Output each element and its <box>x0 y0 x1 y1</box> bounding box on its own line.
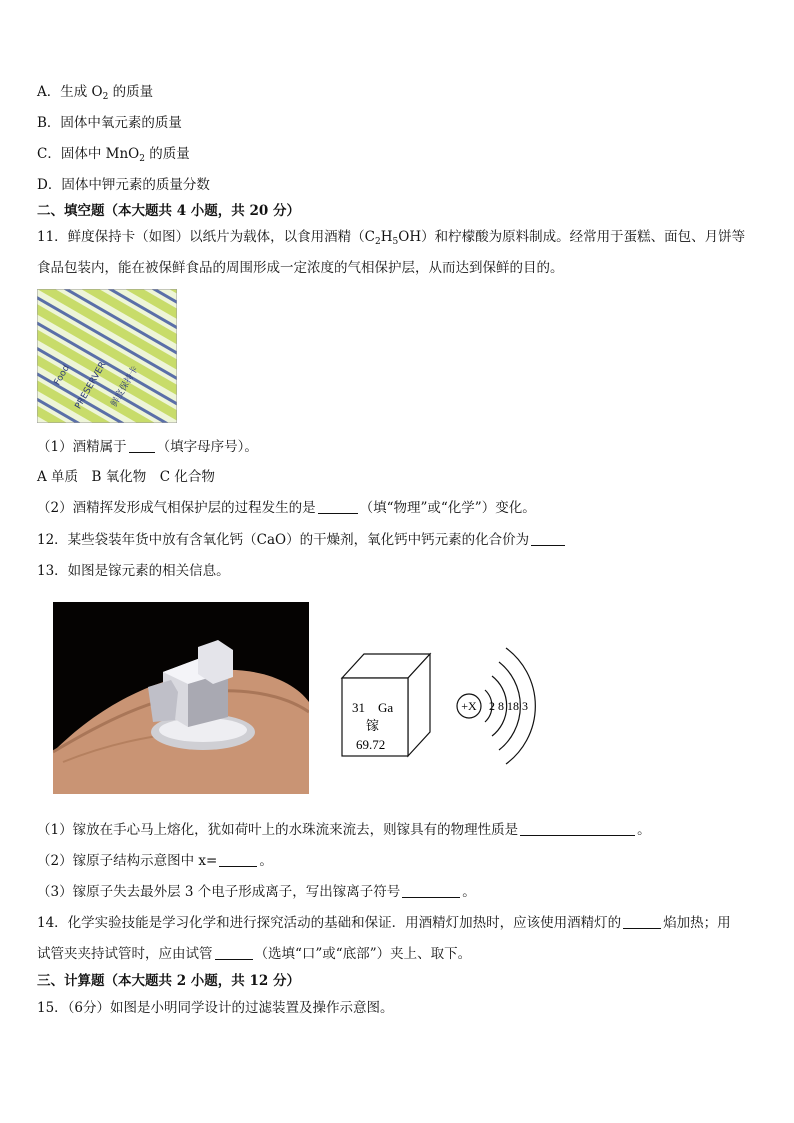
q14-line-1 <box>37 914 731 932</box>
option-c-text: C．固体中 MnO <box>37 146 140 162</box>
q14-l1-tail: 焰加热；用 <box>663 915 731 931</box>
q13-s2-blank[interactable] <box>219 853 257 867</box>
q13-s1-text: （1）镓放在手心马上熔化，犹如荷叶上的水珠流来流去，则镓具有的物理性质是 <box>37 822 519 838</box>
q12-text: 12．某些袋装年货中放有含氧化钙（CaO）的干燥剂，氧化钙中钙元素的化合价为 <box>37 532 530 548</box>
option-a-subscript: 2 <box>102 92 109 102</box>
q13-intro: 13．如图是镓元素的相关信息。 <box>37 563 230 579</box>
option-c-tail: 的质量 <box>144 146 190 162</box>
option-a-tail: 的质量 <box>108 84 154 100</box>
q12-blank[interactable] <box>531 532 565 546</box>
q11-sub-1-line <box>37 438 258 456</box>
preserver-card-graphic <box>37 289 177 423</box>
q11-s2-tail: （填“物理”或“化学”）变化。 <box>359 500 536 516</box>
q15-line: 15．（6分）如图是小明同学设计的过滤装置及操作示意图。 <box>37 1000 394 1016</box>
atom-shell-counts: 2 8 18 3 <box>489 699 528 713</box>
q14-line-2 <box>37 945 471 963</box>
element-atomic-mass: 69.72 <box>356 737 386 752</box>
q11-s1-text: （1）酒精属于 <box>37 439 127 455</box>
q13-sub-3-line <box>37 883 476 901</box>
q13-s1-blank[interactable] <box>520 822 635 836</box>
q11-s2-text: （2）酒精挥发形成气相保护层的过程发生的是 <box>37 500 316 516</box>
option-d: D．固体中钾元素的质量分数 <box>37 177 210 193</box>
q11-text-c: OH）和柠檬酸为原料制成。经常用于蛋糕、面包、月饼等 <box>398 229 746 245</box>
gallium-element-box <box>340 650 440 760</box>
option-a-text: A．生成 O <box>37 84 103 100</box>
atom-nucleus-label: +X <box>461 699 477 713</box>
q11-sub-1: 2 <box>375 237 381 247</box>
gallium-hand-graphic <box>53 602 309 794</box>
option-b: B．固体中氧元素的质量 <box>37 115 182 131</box>
gallium-atom-structure <box>452 640 552 770</box>
q11-s1-blank[interactable] <box>129 439 155 453</box>
element-name: 镓 <box>366 719 380 734</box>
q11-sub-2: 5 <box>392 237 399 247</box>
card-label-preserver: PRESERVER <box>73 360 109 411</box>
atom-structure-graphic <box>452 640 552 770</box>
q12-line <box>37 531 567 549</box>
q11-choices: A 单质 B 氧化物 C 化合物 <box>37 469 215 485</box>
q13-sub-2-line <box>37 852 273 870</box>
q13-s3-blank[interactable] <box>402 884 460 898</box>
q13-s2-tail: 。 <box>259 853 273 869</box>
q11-line-2: 食品包装内，能在被保鲜食品的周围形成一定浓度的气相保护层，从而达到保鲜的目的。 <box>37 260 564 276</box>
q11-sub-2-line <box>37 499 536 517</box>
element-atomic-number: 31 <box>352 700 365 715</box>
q13-s3-text: （3）镓原子失去最外层 3 个电子形成离子，写出镓离子符号 <box>37 884 401 900</box>
q13-s2-text: （2）镓原子结构示意图中 x= <box>37 853 218 869</box>
option-c-subscript: 2 <box>139 154 145 164</box>
q11-text-a: 11．鲜度保持卡（如图）以纸片为载体，以食用酒精（C <box>37 229 376 245</box>
option-c <box>37 145 190 168</box>
q13-s3-tail: 。 <box>462 884 476 900</box>
q11-text-b: H <box>380 229 393 245</box>
q14-l2-text: 试管夹夹持试管时，应由试管 <box>37 946 213 962</box>
option-a <box>37 83 153 106</box>
q11-s1-tail: （填字母序号）。 <box>156 439 258 455</box>
q14-l2-blank[interactable] <box>215 946 253 960</box>
section-2-heading: 二、填空题（本大题共 4 小题，共 20 分） <box>37 203 300 219</box>
q14-l1-text: 14．化学实验技能是学习化学和进行探究活动的基础和保证．用酒精灯加热时，应该使用酒精灯的 <box>37 915 622 931</box>
q14-l2-tail: （选填“口”或“底部”）夹上、取下。 <box>254 946 472 962</box>
preserver-card-image <box>37 289 177 423</box>
q11-line-1 <box>37 228 745 251</box>
q13-sub-1-line <box>37 821 651 839</box>
element-box-graphic <box>340 650 440 760</box>
section-3-heading: 三、计算题（本大题共 2 小题，共 12 分） <box>37 973 300 989</box>
q14-l1-blank[interactable] <box>623 915 661 929</box>
card-label-food: Food <box>52 363 73 388</box>
element-symbol: Ga <box>378 700 394 715</box>
q11-s2-blank[interactable] <box>318 500 358 514</box>
gallium-hand-photo <box>53 602 309 794</box>
card-label-chinese: 鲜度保持卡 <box>109 364 141 409</box>
q13-s1-tail: 。 <box>637 822 651 838</box>
